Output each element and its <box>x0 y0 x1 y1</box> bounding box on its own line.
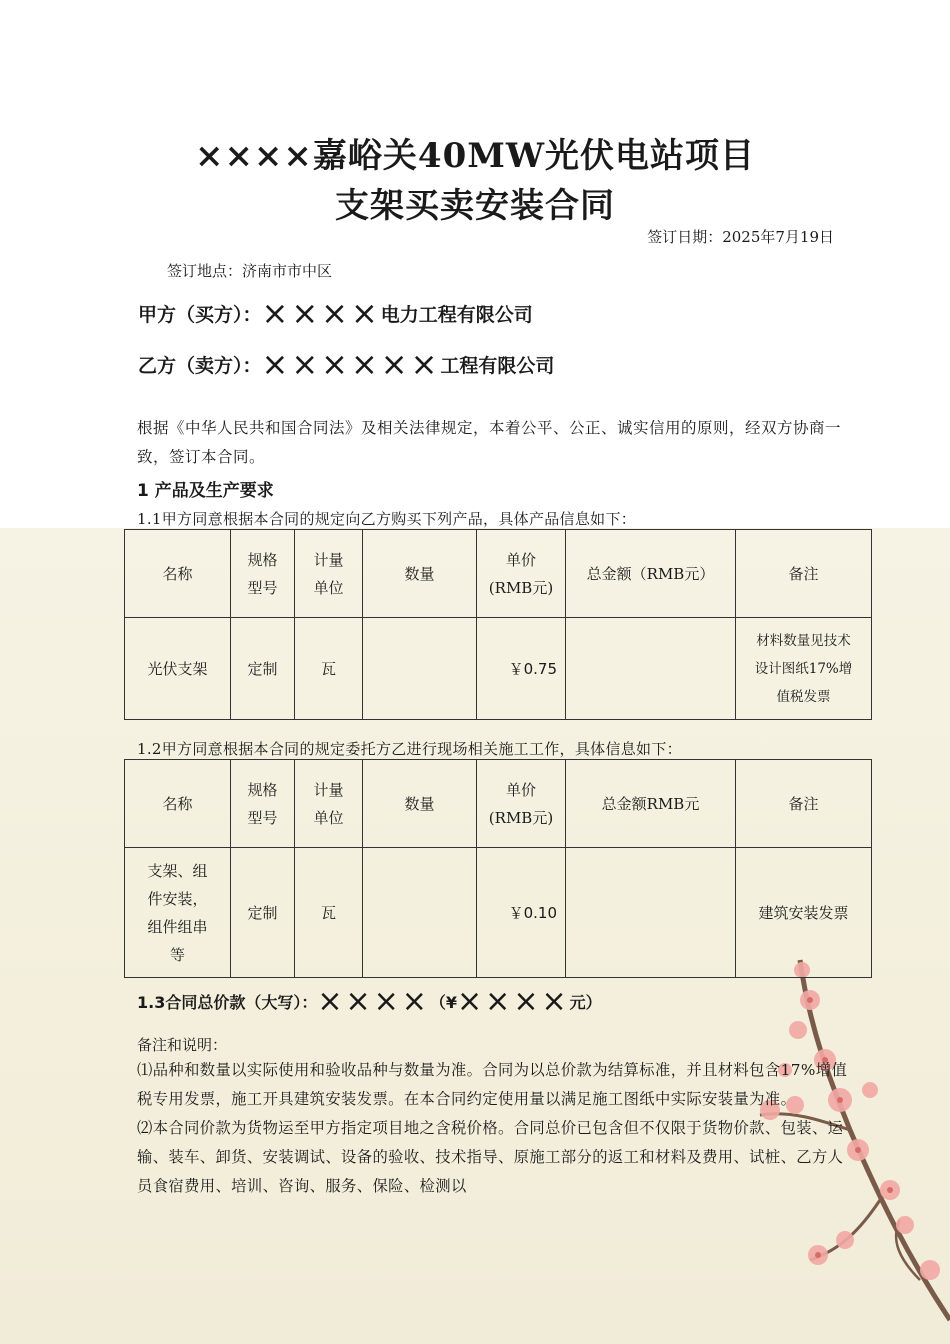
header-total: 总金额（RMB元） <box>566 530 736 618</box>
header-spec: 规格 型号 <box>231 530 295 618</box>
cell-total <box>566 848 736 978</box>
sign-date: 签订日期：2025年7月19日 <box>647 228 834 246</box>
header-remark: 备注 <box>736 760 872 848</box>
cell-price: ￥0.10 <box>477 848 566 978</box>
party-b-label: 乙方（卖方）： <box>138 354 262 377</box>
header-spec: 规格 型号 <box>231 760 295 848</box>
cell-price: ￥0.75 <box>477 618 566 720</box>
note-2: ⑵本合同价款为货物运至甲方指定项目地之含税价格。合同总价已包含但不仅限于货物价款、包装、运输、装车、卸货、安装调试、设备的验收、技术指导、原施工部分的返工和材料及费用、试桩、乙方人员食宿费用、培训、咨询、服务、保险、检测以 <box>137 1119 844 1195</box>
intro-paragraph: 根据《中华人民共和国合同法》及相关法律规定，本着公平、公正、诚实信用的原则，经双方协商一致，签订本合同。 <box>137 419 842 466</box>
cell-name: 光伏支架 <box>125 618 231 720</box>
party-a-name: 电力工程有限公司 <box>380 303 533 326</box>
header-qty: 数量 <box>363 760 477 848</box>
party-a-redaction: ×××× <box>261 294 381 332</box>
cell-spec: 定制 <box>231 618 295 720</box>
party-b-redaction: ×××××× <box>261 345 441 383</box>
header-qty: 数量 <box>363 530 477 618</box>
cell-unit: 瓦 <box>295 848 363 978</box>
party-b-name: 工程有限公司 <box>440 354 555 377</box>
note-1: ⑴品种和数量以实际使用和验收品种与数量为准。合同为以总价款为结算标准，并且材料包含17%增值税专用发票，施工开具建筑安装发票。在本合同约定使用量以满足施工图纸中实际安装量为准。 <box>137 1061 848 1108</box>
title-line-2: 支架买卖安装合同 <box>335 186 615 226</box>
table-header-row <box>125 760 872 848</box>
header-price: 单价 (RMB元) <box>477 760 566 848</box>
total-currency-open: （¥ <box>429 993 458 1012</box>
header-name: 名称 <box>125 530 231 618</box>
notes-body <box>137 1056 859 1201</box>
party-b <box>138 345 554 383</box>
table-header-row <box>125 530 872 618</box>
cell-total <box>566 618 736 720</box>
party-a-label: 甲方（买方）： <box>138 303 262 326</box>
header-name: 名称 <box>125 760 231 848</box>
sign-place: 签订地点：济南市市中区 <box>167 262 333 280</box>
notes-heading: 备注和说明： <box>137 1036 228 1054</box>
cell-remark: 材料数量见技术 设计图纸17%增 值税发票 <box>736 618 872 720</box>
cell-qty <box>363 618 477 720</box>
header-remark: 备注 <box>736 530 872 618</box>
total-label: 1.3合同总价款（大写）： <box>137 993 318 1012</box>
clause-1-2: 1.2甲方同意根据本合同的规定委托方乙进行现场相关施工工作，具体信息如下： <box>137 740 682 758</box>
table-row <box>125 848 872 978</box>
total-close: 元） <box>569 993 602 1012</box>
cell-spec: 定制 <box>231 848 295 978</box>
header-total: 总金额RMB元 <box>566 760 736 848</box>
header-unit: 计量 单位 <box>295 530 363 618</box>
party-a <box>138 294 533 332</box>
cell-qty <box>363 848 477 978</box>
product-table <box>124 529 872 720</box>
total-redaction-words: ×××× <box>317 984 430 1019</box>
service-table <box>124 759 872 978</box>
cell-name: 支架、组 件安装， 组件组串 等 <box>125 848 231 978</box>
title-line-1: ××××嘉峪关40MW光伏电站项目 <box>194 136 756 176</box>
cell-remark: 建筑安装发票 <box>736 848 872 978</box>
clause-1-3 <box>137 984 602 1019</box>
cell-unit: 瓦 <box>295 618 363 720</box>
total-redaction-amount: ×××× <box>457 984 570 1019</box>
clause-1-1: 1.1甲方同意根据本合同的规定向乙方购买下列产品，具体产品信息如下： <box>137 510 637 528</box>
header-unit: 计量 单位 <box>295 760 363 848</box>
table-row <box>125 618 872 720</box>
header-price: 单价 (RMB元) <box>477 530 566 618</box>
section-1-heading: 1 产品及生产要求 <box>137 481 274 501</box>
